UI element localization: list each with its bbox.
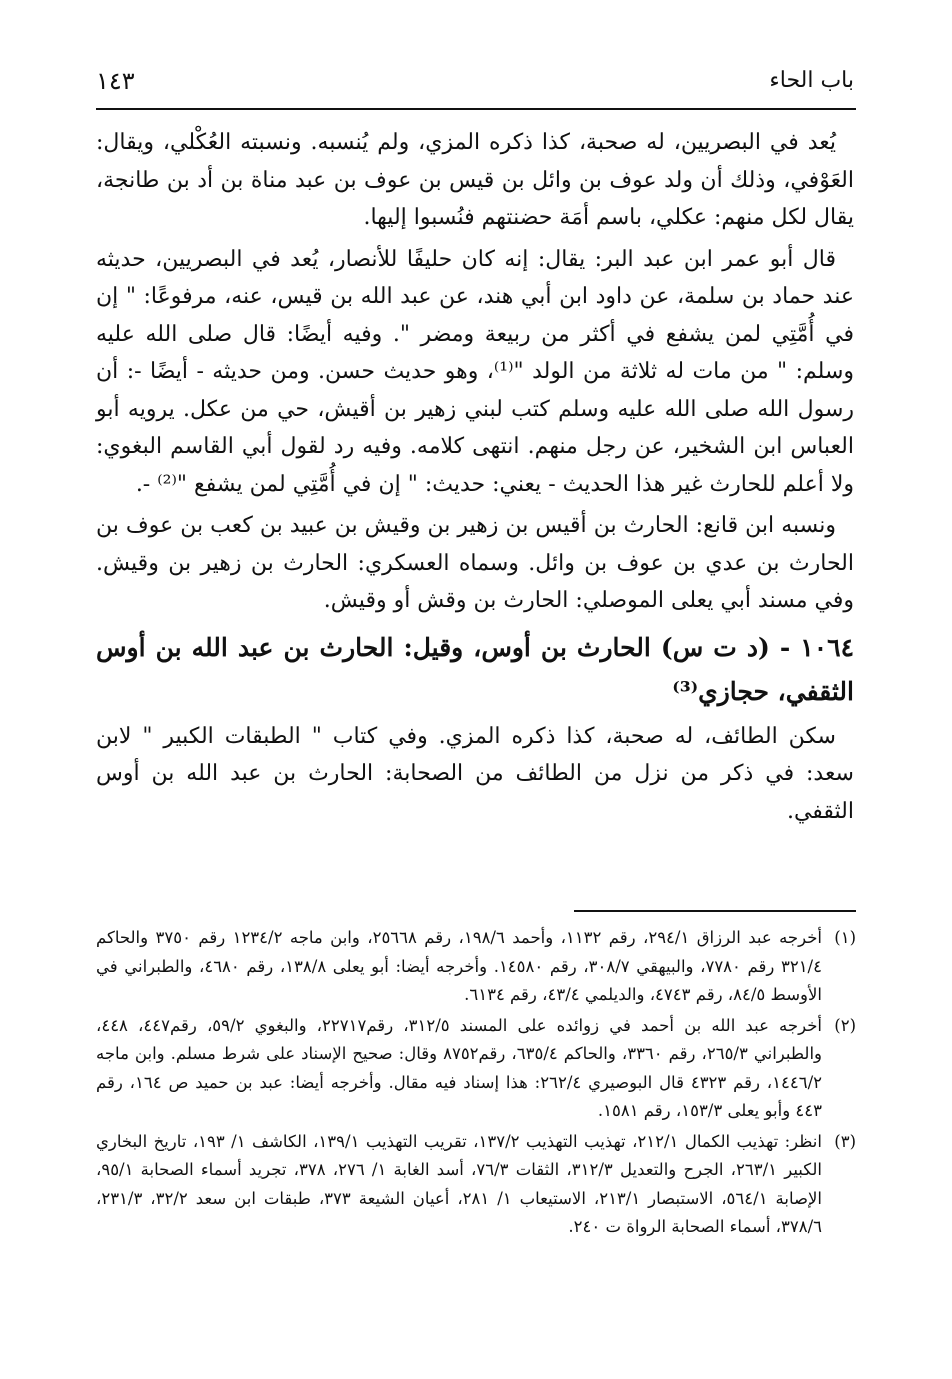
page-number: ١٤٣: [96, 67, 135, 95]
footnote: [96, 924, 856, 1010]
footnote-marker: (٣): [834, 1131, 856, 1151]
footnote-text: انظر: تهذيب الكمال ٢١٢/١، تهذيب التهذيب ١٣٧/٢، تقريب التهذيب ١٣٩/١، الكاشف ١/ ١٩٣، تاريخ البخاري الكبير ٢٦٣/١، الجرح والتعديل ٣١٢/٣، الثقات ٧٦/٣، أسد الغابة ١/ ٢٧٦، ٣٧٨، تجريد أسماء الصحابة ٩٥/١، الإصابة ٥٦٤/١، الاستبصار ٢١٣/١، الاستيعاب ١/ ٢٨١، أعيان الشيعة ٣٧٣، طبقات ابن سعد ٣٢/٢، ٢٣١/٣، ٣٧٨/٦، أسماء الصحابة الرواة ت ٢٤٠.: [96, 1131, 822, 1236]
paragraph: قال أبو عمر ابن عبد البر: يقال: إنه كان حليفًا للأنصار، يُعد في البصريين، حديثه عند حماد بن سلمة، عن داود ابن أبي هند، عن عبد الله بن قيس، عنه، مرفوعًا: " إن في أُمَّتِي لمن يشفع في أكثر من ربيعة ومضر ". وفيه أيضًا: قال صلى الله عليه وسلم: " من مات له ثلاثة من الولد "⁽¹⁾، وهو حديث حسن. ومن حديثه - أيضًا -: أن رسول الله صلى الله عليه وسلم كتب لبني زهير بن أقيش، حي من عكل. يرويه أبو العباس ابن الشخير، عن رجل منهم. انتهى كلامه. وفيه رد لقول أبي القاسم البغوي: ولا أعلم للحارث غير هذا الحديث - يعني: حديث: " إن في أُمَّتِي لمن يشفع "⁽²⁾ -.: [96, 246, 855, 497]
paragraph: يُعد في البصريين، له صحبة، كذا ذكره المزي، ولم يُنسبه. ونسبته العُكْلي، ويقال: العَوْفي، وذلك أن ولد عوف بن وائل بن قيس بن عوف بن عبد مناة بن أد بن طانجة، يقال لكل منهم: عكلي، باسم أمَة حضنتهم فنُسبوا إليها.: [96, 130, 854, 230]
footnote: [96, 1012, 856, 1126]
footnote-marker: (١): [834, 928, 856, 947]
footnotes: [96, 924, 856, 1244]
running-header: [96, 64, 854, 100]
header-rule: [96, 108, 856, 110]
paragraph: ونسبه ابن قانع: الحارث بن أقيس بن زهير بن وقيش بن عبيد بن كعب بن عوف بن الحارث بن عدي بن عوف بن وائل. وسماه العسكري: الحارث بن زهير بن وقيش. وفي مسند أبي يعلى الموصلي: الحارث بن وقش أو وقيش.: [96, 513, 854, 613]
footnote-text: أخرجه عبد الله بن أحمد في زوائده على المسند ٣١٢/٥، رقم٢٢٧١٧، والبغوي ٥٩/٢، رقم٤٤٧، ٤٤٨، والطبراني ٢٦٥/٣، رقم ٣٣٦٠، والحاكم ٦٣٥/٤، رقم٨٧٥٢ وقال: صحيح الإسناد على شرط مسلم. وابن ماجه ١٤٤٦/٢، رقم ٤٣٢٣ قال البوصيري ٢٦٢/٤: هذا إسناد فيه مقال. وأخرجه أيضا: عبد بن حميد ص ١٦٤، رقم ٤٤٣ وأبو يعلى ١٥٣/٣، رقم ١٥٨١.: [96, 1015, 823, 1120]
main-text: [96, 124, 854, 830]
chapter-title: باب الحاء: [769, 68, 854, 93]
footnote-rule: [574, 910, 856, 912]
footnote-marker: (٢): [834, 1015, 856, 1035]
paragraph: سكن الطائف، له صحبة، كذا ذكره المزي. وفي كتاب " الطبقات الكبير " لابن سعد: في ذكر من نزل من الطائف من الصحابة: الحارث بن عبد الله بن أوس الثقفي.: [96, 723, 854, 824]
footnote-text: أخرجه عبد الرزاق ٢٩٤/١، رقم ١١٣٢، وأحمد ١٩٨/٦، رقم ٢٥٦٦٨، وابن ماجه ١٢٣٤/٢ رقم ٣٧٥٠ والحاكم ٣٢١/٤ رقم ٧٧٨٠، والبيهقي ٣٠٨/٧، رقم ١٤٥٨٠. وأخرجه أيضا: أبو يعلى ١٣٨/٨، رقم ٤٦٨٠، والطبراني في الأوسط ٨٤/٥، رقم ٤٧٤٣، والديلمي ٤٣/٤، رقم ٦١٣٤.: [96, 928, 823, 1004]
entry-heading: ١٠٦٤ - (د ت س) الحارث بن أوس، وقيل: الحارث بن عبد الله بن أوس الثقفي، حجازي⁽³⁾: [96, 632, 854, 706]
footnote: [96, 1128, 856, 1242]
